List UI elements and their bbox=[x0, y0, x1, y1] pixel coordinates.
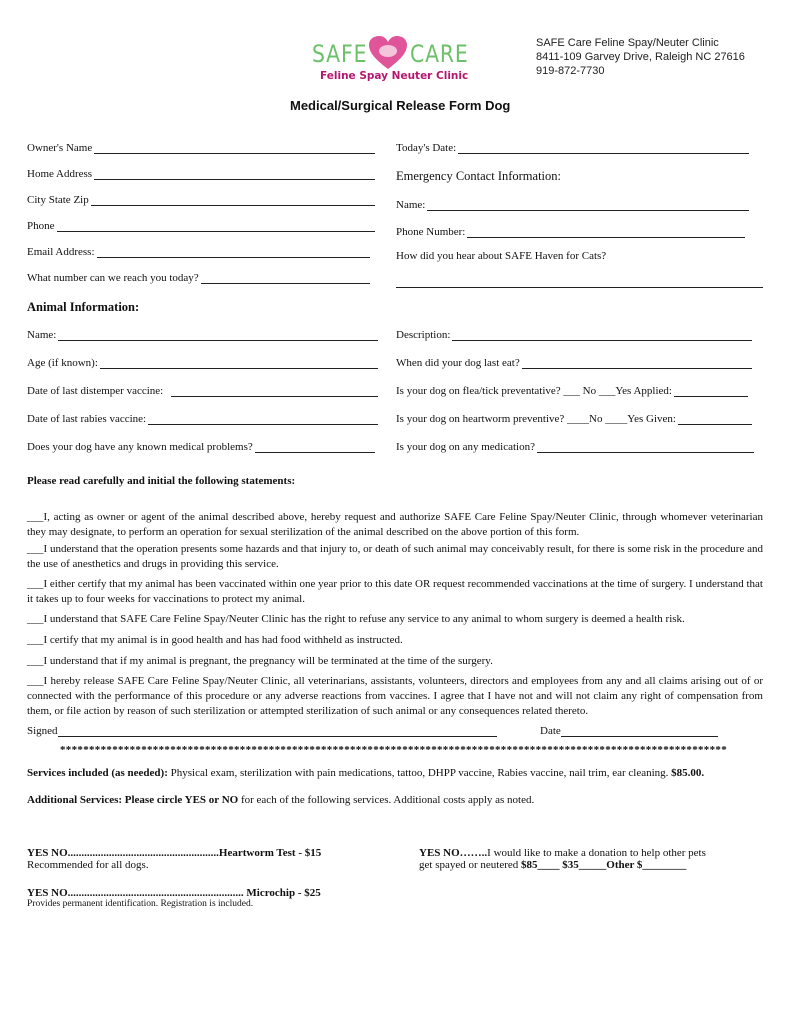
todays-date-field[interactable]: Today's Date: bbox=[396, 140, 749, 154]
medication-field[interactable]: Is your dog on any medication? bbox=[396, 439, 754, 453]
home-address-field[interactable]: Home Address bbox=[27, 166, 375, 180]
statement-6: ___I understand that if my animal is pregnant, the pregnancy will be terminated at the time of the surgery. bbox=[27, 655, 493, 667]
animal-info-heading: Animal Information: bbox=[27, 300, 140, 314]
owner-name-field[interactable]: Owner's Name bbox=[27, 140, 375, 154]
heard-about-line[interactable] bbox=[396, 287, 763, 288]
signature-date-field[interactable]: Date bbox=[540, 723, 718, 737]
heartworm-option[interactable]: YES NO.......................................................Heartworm Test - $15 Recommended for all dogs. bbox=[27, 847, 322, 871]
heart-cat-icon bbox=[368, 36, 408, 70]
statement-7: ___I hereby release SAFE Care Feline Spay/Neuter Clinic, all veterinarians, assistants, volunteers, directors and employees from any and all claims arising out of or connected with the performance of this procedure or any adverse reactions from vaccines. I agree that I have not and will not claim any right of compensation from them, or file action by reason of such sterilization or attempted sterilization of such animal or any consequences related thereto. bbox=[27, 675, 763, 717]
statement-1: ___I, acting as owner or agent of the animal described above, hereby request and authorize SAFE Care Feline Spay/Neuter Clinic, through whomever veterinarian they may designate, to perform an operation for sexual sterilization of the animal described on the above portion of this form. bbox=[27, 511, 763, 538]
reach-number-field[interactable]: What number can we reach you today? bbox=[27, 270, 370, 284]
heard-about-label: How did you hear about SAFE Haven for Cats? bbox=[396, 250, 607, 262]
animal-name-field[interactable]: Name: bbox=[27, 327, 378, 341]
statement-2: ___I understand that the operation presents some hazards and that injury to, or death of such animal may conceivably result, for there is some risk in the procedure and the use of anesthetics and drugs in providing this service. bbox=[27, 543, 763, 570]
rabies-vaccine-field[interactable]: Date of last rabies vaccine: bbox=[27, 411, 378, 425]
flea-tick-field[interactable]: Is your dog on flea/tick preventative? ___ No ___Yes Applied: bbox=[396, 383, 748, 397]
form-title: Medical/Surgical Release Form Dog bbox=[290, 98, 511, 113]
phone-field[interactable]: Phone bbox=[27, 218, 375, 232]
city-state-zip-field[interactable]: City State Zip bbox=[27, 192, 375, 206]
emergency-phone-field[interactable]: Phone Number: bbox=[396, 224, 745, 238]
last-eat-field[interactable]: When did your dog last eat? bbox=[396, 355, 752, 369]
services-included: Services included (as needed): Physical exam, sterilization with pain medications, tattoo, DHPP vaccine, Rabies vaccine, nail trim, ear cleaning. $85.00. bbox=[27, 767, 705, 779]
signature-field[interactable]: Signed bbox=[27, 723, 497, 737]
statement-4: ___I understand that SAFE Care Feline Spay/Neuter Clinic has the right to refuse any service to any animal to whom surgery is deemed a health risk. bbox=[27, 613, 685, 625]
microchip-option[interactable]: YES NO................................................................ Microchip - $25 Provides permanent identification. Registration is included. bbox=[27, 887, 321, 909]
distemper-vaccine-field[interactable]: Date of last distemper vaccine: bbox=[27, 383, 378, 397]
emergency-contact-heading: Emergency Contact Information: bbox=[396, 169, 561, 183]
statement-5: ___I certify that my animal is in good health and has had food withheld as instructed. bbox=[27, 634, 403, 646]
additional-services: Additional Services: Please circle YES or NO for each of the following services. Additional costs apply as noted. bbox=[27, 794, 535, 806]
separator-stars: ******************************************************************************************************************* bbox=[60, 744, 727, 756]
clinic-logo: SAFE CARE Feline Spay Neuter Clinic bbox=[312, 36, 462, 86]
medical-problems-field[interactable]: Does your dog have any known medical problems? bbox=[27, 439, 375, 453]
statements-heading: Please read carefully and initial the following statements: bbox=[27, 475, 296, 487]
donation-option[interactable]: YES NO……..I would like to make a donation to help other pets get spayed or neutered $85____ $35_____Other $________ bbox=[419, 847, 706, 871]
heartworm-preventive-field[interactable]: Is your dog on heartworm preventive? ____No ____Yes Given: bbox=[396, 411, 752, 425]
statement-3: ___I either certify that my animal has been vaccinated within one year prior to this date OR request recommended vaccinations at the time of surgery. I understand that it takes up to four weeks for vaccinations to protect my animal. bbox=[27, 578, 763, 605]
email-field[interactable]: Email Address: bbox=[27, 244, 370, 258]
emergency-name-field[interactable]: Name: bbox=[396, 197, 749, 211]
description-field[interactable]: Description: bbox=[396, 327, 752, 341]
animal-age-field[interactable]: Age (if known): bbox=[27, 355, 378, 369]
clinic-info: SAFE Care Feline Spay/Neuter Clinic 8411-109 Garvey Drive, Raleigh NC 27616 919-872-7730 bbox=[536, 37, 745, 77]
